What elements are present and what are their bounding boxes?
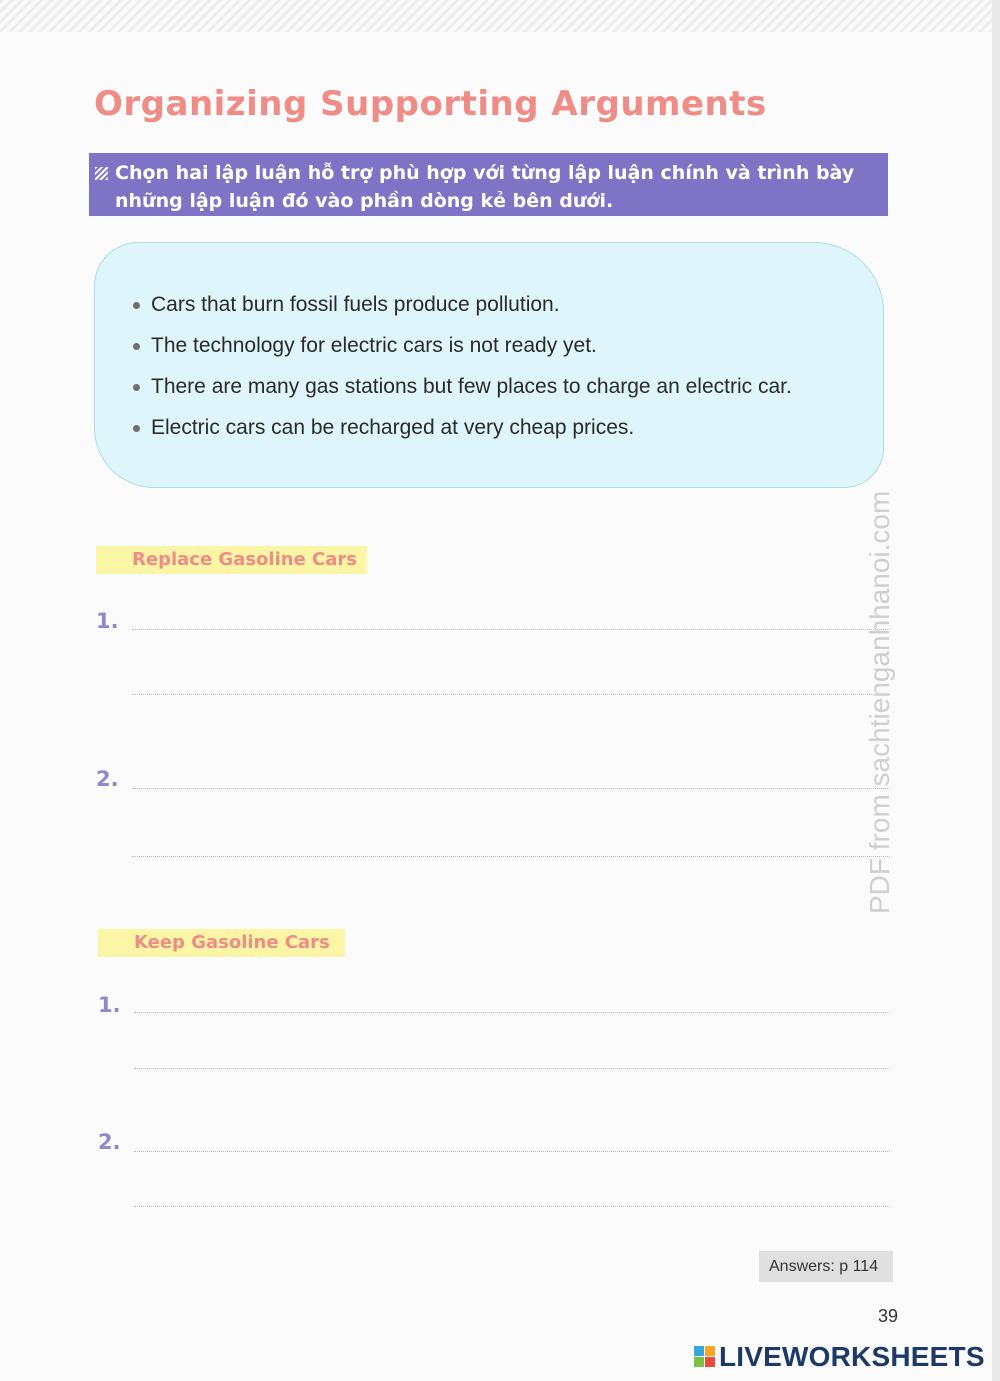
section-label-replace: Replace Gasoline Cars: [96, 546, 367, 574]
item-number: 2.: [98, 1130, 121, 1154]
answer-line[interactable]: [132, 788, 890, 789]
instruction-banner: [89, 153, 888, 216]
page-right-edge: [992, 0, 1000, 1381]
bullet-icon: [133, 384, 140, 391]
argument-item: [131, 291, 792, 332]
hatch-icon: [95, 167, 108, 180]
bullet-icon: [133, 302, 140, 309]
answer-line[interactable]: [134, 1151, 890, 1152]
page-top-edge: [0, 0, 1000, 32]
brand-footer: [694, 1342, 985, 1372]
section-label-keep: Keep Gasoline Cars: [98, 929, 345, 957]
argument-text: Cars that burn fossil fuels produce pollution.: [151, 293, 560, 316]
page-title: Organizing Supporting Arguments: [94, 84, 767, 124]
instruction-line-1: Chọn hai lập luận hỗ trợ phù hợp với từng lập luận chính và trình bày: [115, 162, 855, 184]
argument-text: Electric cars can be recharged at very cheap prices.: [151, 416, 635, 439]
item-number: 2.: [96, 767, 119, 791]
page-number: 39: [878, 1306, 899, 1326]
arguments-box: [94, 242, 884, 488]
argument-item: [131, 332, 792, 373]
answer-line[interactable]: [132, 629, 890, 630]
arguments-list: [131, 291, 792, 455]
brand-name: LIVEWORKSHEETS: [719, 1341, 985, 1372]
item-number: 1.: [98, 993, 121, 1017]
answer-line[interactable]: [132, 694, 890, 695]
answer-line[interactable]: [134, 1068, 890, 1069]
answer-line[interactable]: [134, 1012, 890, 1013]
argument-item: [131, 373, 792, 414]
bullet-icon: [133, 343, 140, 350]
answer-line[interactable]: [134, 1206, 890, 1207]
argument-item: [131, 414, 792, 455]
watermark: PDF from sachtienganhhanoi.com: [864, 490, 895, 914]
argument-text: The technology for electric cars is not ready yet.: [151, 334, 597, 357]
item-number: 1.: [96, 609, 119, 633]
liveworksheets-logo-icon: [694, 1346, 716, 1368]
answer-line[interactable]: [132, 856, 890, 857]
bullet-icon: [133, 425, 140, 432]
answers-reference: Answers: p 114: [759, 1251, 893, 1282]
instruction-line-2: những lập luận đó vào phần dòng kẻ bên dưới.: [115, 190, 614, 212]
argument-text: There are many gas stations but few places to charge an electric car.: [151, 375, 792, 398]
